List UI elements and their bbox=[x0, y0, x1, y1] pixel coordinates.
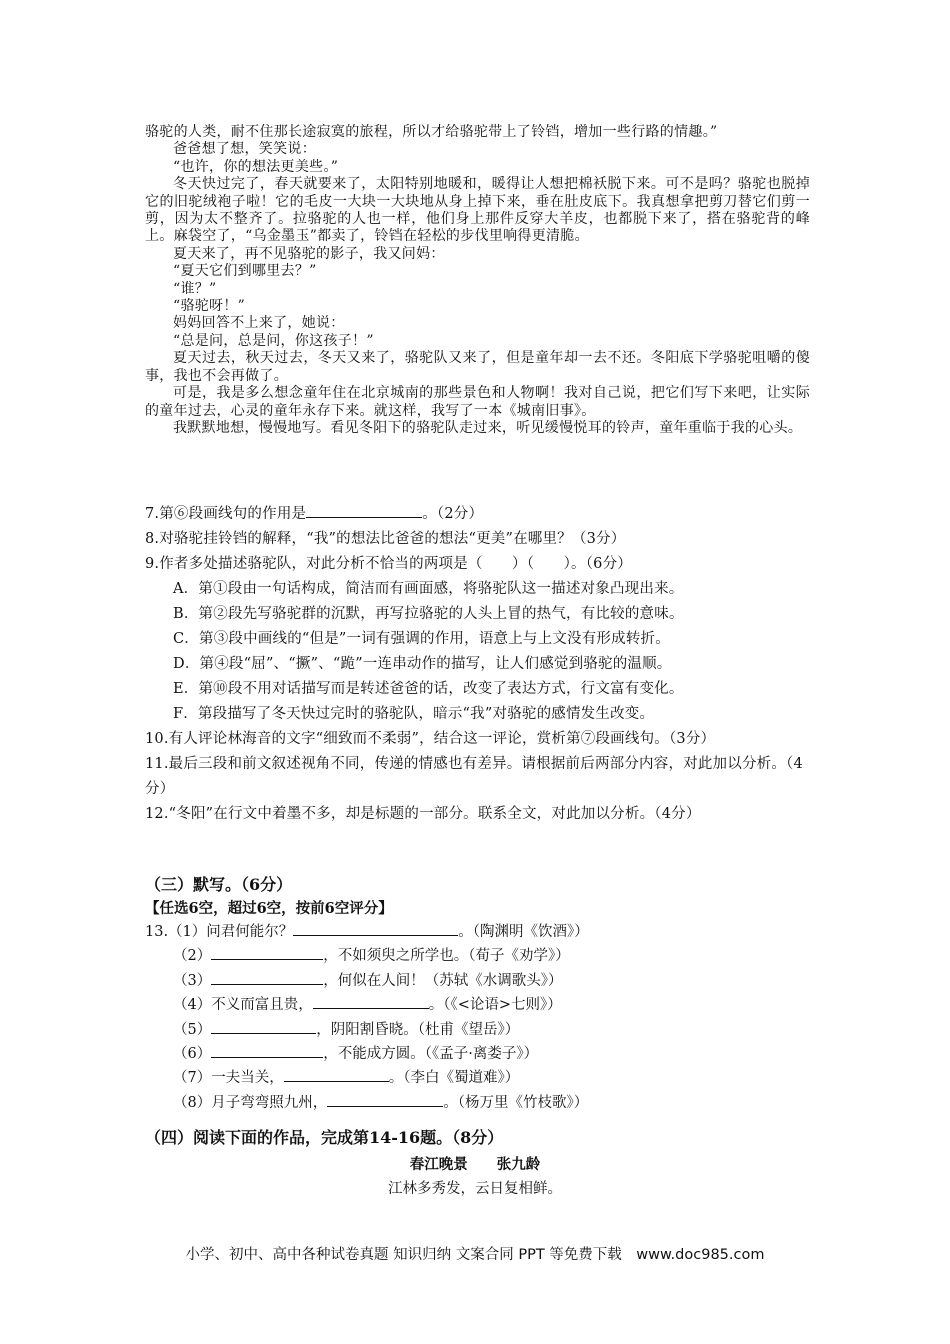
answer-blank[interactable] bbox=[313, 993, 429, 1009]
dictation-items bbox=[145, 920, 810, 1115]
option-c: C．第③段中画线的“但是”一词有强调的作用，语意上与上文没有形成转折。 bbox=[173, 631, 670, 647]
passage-paragraph: 可是，我是多么想念童年住在北京城南的那些景色和人物啊！我对自己说，把它们写下来吧，让实际的童年过去，心灵的童年永存下来。就这样，我写了一本《城南旧事》。 bbox=[145, 385, 810, 419]
passage-paragraph: “夏天它们到哪里去？” bbox=[173, 263, 317, 280]
passage-paragraph: “也许，你的想法更美些。” bbox=[173, 158, 339, 175]
option-e: E．第⑩段不用对话描写而是转述爸爸的话，改变了表达方式，行文富有变化。 bbox=[173, 681, 684, 697]
dictation-item: （7）一夫当关， 。（李白《蜀道难》） bbox=[145, 1066, 810, 1090]
poem-section bbox=[145, 1125, 810, 1151]
passage-paragraph: “总是问，总是问，你这孩子！” bbox=[173, 332, 374, 349]
option-f: F．第段描写了冬天快过完时的骆驼队，暗示“我”对骆驼的感情发生改变。 bbox=[173, 706, 655, 722]
question-11: 11.最后三段和前文叙述视角不同，传递的情感也有差异。请根据前后两部分内容，对此加以分析。（4分） bbox=[145, 756, 803, 797]
dictation-item: （6） ，不能成方圆。（《孟子·离娄子》） bbox=[145, 1042, 810, 1066]
answer-blank[interactable] bbox=[211, 1042, 323, 1058]
answer-blank[interactable] bbox=[211, 1018, 316, 1034]
dictation-item: （5） ，阴阳割昏晓。（杜甫《望岳》） bbox=[145, 1018, 810, 1042]
question-10: 10.有人评论林海音的文字“细致而不柔弱”，结合这一评论，赏析第⑦段画线句。（3分） bbox=[145, 731, 716, 747]
answer-blank[interactable] bbox=[211, 969, 323, 985]
option-d: D．第④段“屈”、“撅”、“跪”一连串动作的描写，让人们感觉到骆驼的温顺。 bbox=[173, 656, 672, 672]
poem-heading bbox=[0, 1155, 950, 1175]
dictation-item: 13.（1）问君何能尔？ 。（陶渊明《饮酒》） bbox=[145, 920, 810, 944]
answer-blank[interactable] bbox=[306, 502, 422, 518]
answer-blank[interactable] bbox=[211, 944, 323, 960]
passage-paragraph: 夏天过去，秋天过去，冬天又来了，骆驼队又来了，但是童年却一去不还。冬阳底下学骆驼咀嚼的傻事，我也不会再做了。 bbox=[145, 350, 810, 384]
answer-blank[interactable] bbox=[284, 1066, 389, 1082]
dictation-item: （3） ，何似在人间！（苏轼《水调歌头》） bbox=[145, 969, 810, 993]
question-8: 8.对骆驼挂铃铛的解释，“我”的想法比爸爸的想法“更美”在哪里？（3分） bbox=[145, 531, 626, 547]
passage-paragraph: 骆驼的人类，耐不住那长途寂寞的旅程，所以才给骆驼带上了铃铛，增加一些行路的情趣。” bbox=[145, 124, 718, 140]
passage-paragraph: 冬天快过完了，春天就要来了，太阳特别地暖和，暖得让人想把棉袄脱下来。可不是吗？骆驼也脱掉它的旧驼绒袍子啦！它的毛皮一大块一大块地从身上掉下来，垂在肚皮底下。我真想拿把剪刀替它们剪一剪，因为太不整齐了。拉骆驼的人也一样，他们身上那件反穿大羊皮，也都脱下来了，搭在骆驼背的峰上。麻袋空了，“乌金墨玉”都卖了，铃铛在轻松的步伐里响得更清脆。 bbox=[145, 176, 810, 245]
dictation-item: （2） ，不如须臾之所学也。（荀子《劝学》） bbox=[145, 944, 810, 968]
passage-paragraph: 爸爸想了想，笑笑说： bbox=[173, 141, 316, 158]
question-7: 7.第⑥段画线句的作用是 。（2分） bbox=[145, 502, 810, 527]
passage-paragraph: “谁？” bbox=[173, 280, 217, 297]
question-9: 9.作者多处描述骆驼队，对此分析不恰当的两项是（ ）（ ）。（6分） bbox=[145, 556, 633, 572]
section-title: （三）默写。（6分） bbox=[145, 875, 293, 894]
reading-passage bbox=[145, 124, 810, 437]
poem-line: 江林多秀发，云日复相鲜。 bbox=[388, 1181, 562, 1197]
passage-paragraph: 我默默地想，慢慢地写。看见冬阳下的骆驼队走过来，听见缓慢悦耳的铃声，童年重临于我的心头。 bbox=[173, 419, 803, 436]
dictation-item: （8）月子弯弯照九州， 。（杨万里《竹枝歌》） bbox=[145, 1091, 810, 1115]
poem-title: 春江晚景 bbox=[409, 1156, 468, 1173]
page-footer: 小学、初中、高中各种试卷真题 知识归纳 文案合同 PPT 等免费下载 www.doc985.com bbox=[185, 1247, 765, 1263]
answer-blank[interactable] bbox=[327, 1091, 443, 1107]
option-b: B．第②段先写骆驼群的沉默，再写拉骆驼的人头上冒的热气，有比较的意味。 bbox=[173, 606, 684, 622]
question-list bbox=[145, 502, 810, 827]
section-title: （四）阅读下面的作品，完成第14-16题。（8分） bbox=[145, 1128, 504, 1147]
dictation-section bbox=[145, 872, 810, 1115]
dictation-item: （4）不义而富且贵， 。（《<论语>七则》） bbox=[145, 993, 810, 1017]
answer-blank[interactable] bbox=[293, 920, 458, 936]
poem-author: 张九龄 bbox=[496, 1156, 541, 1173]
section-note: 【任选6空，超过6空，按前6空评分】 bbox=[145, 900, 393, 917]
passage-paragraph: “骆驼呀！” bbox=[173, 298, 246, 315]
passage-paragraph: 夏天来了，再不见骆驼的影子，我又问妈： bbox=[173, 245, 445, 262]
passage-paragraph: 妈妈回答不上来了，她说： bbox=[173, 315, 345, 332]
question-12: 12.“冬阳”在行文中着墨不多，却是标题的一部分。联系全文，对此加以分析。（4分） bbox=[145, 806, 701, 822]
option-a: A．第①段由一句话构成，简洁而有画面感，将骆驼队这一描述对象凸现出来。 bbox=[173, 581, 684, 597]
